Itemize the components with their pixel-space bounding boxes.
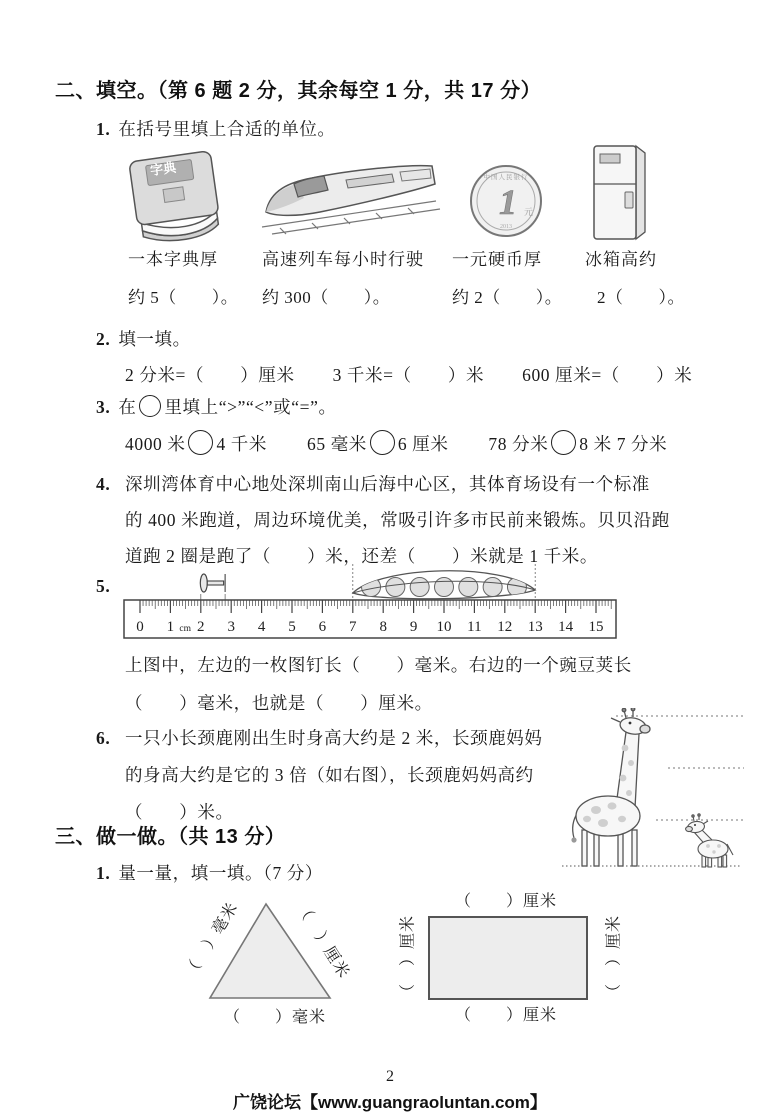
q1-caption-coin: 一元硬币厚 [452,250,542,269]
svg-text:2: 2 [197,619,205,635]
rectangle-right-label: （ ）厘米 [605,915,623,1001]
coin-unit: 元 [524,207,534,217]
q3-item-2: 65 毫米 6 厘米 [307,430,448,456]
svg-text:6: 6 [318,619,327,635]
triangle-left-label: （ ）毫米 [182,899,242,981]
svg-text:5: 5 [288,619,296,635]
compare-circle [551,430,576,455]
q6-line-3: （ ）米。 [125,802,234,822]
q1-caption-dictionary: 一本字典厚 [128,250,218,269]
q3-number: 3. [96,397,111,417]
svg-text:15: 15 [588,619,604,635]
dictionary-icon [118,150,236,249]
section-do-header: 三、做一做。（共 13 分） [55,826,286,848]
compare-circle [188,430,213,455]
mother-giraffe [571,708,650,866]
dictionary-cover-label: 字典 [149,159,178,179]
footer-text: 广饶论坛【www.guangraoluntan.com】 [233,1093,547,1112]
q5-line-2: （ ）毫米，也就是（ ）厘米。 [125,693,433,713]
svg-text:11: 11 [467,619,482,635]
fridge-icon [588,142,650,251]
q3-prompt-prefix: 在 [118,397,137,417]
svg-text:7: 7 [349,619,357,635]
q3-item-3: 78 分米 8 米 7 分米 [488,430,667,456]
q6-number-wrap [96,720,118,756]
svg-text:1: 1 [166,619,175,635]
do-q1-number: 1. [96,863,111,883]
q1-caption-fridge: 冰箱高约 [585,250,657,269]
train-icon [260,156,442,243]
svg-text:cm: cm [179,624,192,634]
svg-text:10: 10 [436,619,452,635]
do-q1-prompt: 量一量，填一填。（7 分） [118,863,324,883]
q3-items [125,430,667,456]
q4-number-wrap [96,466,118,502]
coin-top-text: 中国人民银行 [483,174,529,181]
q3-prompt-suffix: 里填上“>”“<”或“=”。 [164,397,337,417]
q4-number: 4. [96,474,111,494]
q5-line-1: 上图中，左边的一枚图钉长（ ）毫米。右边的一个豌豆荚长 [125,655,632,675]
q2-prompt: 填一填。 [118,329,191,349]
q2-item-3: 600 厘米=（ ）米 [522,365,693,385]
thumbtack [200,574,225,600]
svg-text:3: 3 [227,619,235,635]
coin-digit: 1 [499,182,517,222]
coin-bottom-text: 2013 [500,224,512,230]
q1-prompt: 在括号里填上合适的单位。 [118,119,336,139]
svg-text:8: 8 [379,619,387,635]
q1-blank-fridge: 2（ ）。 [597,288,685,307]
baby-giraffe [686,814,733,867]
svg-text:13: 13 [527,619,543,635]
section-fill-header: 二、填空。（第 6 题 2 分，其余每空 1 分，共 17 分） [55,80,542,102]
rectangle-top-label: （ ）厘米 [454,893,557,910]
q4-line-1: 深圳湾体育中心地处深圳南山后海中心区，其体育场设有一个标准 [125,474,650,494]
svg-text:0: 0 [136,619,144,635]
q5-number: 5. [96,576,111,596]
q4-line-3: 道跑 2 圈是跑了（ ）米，还差（ ）米就是 1 千米。 [125,546,598,566]
triangle-bottom-label: （ ）毫米 [223,1009,326,1026]
q3-line [96,394,337,419]
q1-blank-coin: 约 2（ ）。 [452,288,563,307]
q6-line-1: 一只小长颈鹿刚出生时身高大约是 2 米，长颈鹿妈妈 [125,728,543,748]
q2-item-1: 2 分米=（ ）厘米 [125,365,295,385]
compare-circle [370,430,395,455]
q6-paragraph [125,720,543,831]
q1-caption-train: 高速列车每小时行驶 [262,250,424,269]
q2-number: 2. [96,329,111,349]
q2-line [96,326,191,351]
svg-text:4: 4 [257,619,266,635]
ruler-figure [122,562,620,647]
q4-line-2: 的 400 米跑道，周边环境优美，常吸引许多市民前来锻炼。贝贝沿跑 [125,510,670,530]
q2-items [125,362,692,387]
giraffe-figure [556,708,748,883]
do-q1-line [96,860,323,885]
q1-line [96,116,336,141]
q1-blank-train: 约 300（ ）。 [262,288,391,307]
q3-item-1: 4000 米 4 千米 [125,430,267,456]
rectangle-shape [428,916,588,1000]
q6-number: 6. [96,728,111,748]
svg-text:14: 14 [558,619,574,635]
rectangle-left-label: （ ）厘米 [399,915,417,1001]
q1-number: 1. [96,119,111,139]
coin-icon [464,162,550,247]
rectangle-bottom-label: （ ）厘米 [454,1007,557,1024]
q2-item-2: 3 千米=（ ）米 [332,365,485,385]
compare-circle-example [139,395,161,417]
q6-line-2: 的身高大约是它的 3 倍（如右图），长颈鹿妈妈高约 [125,765,534,785]
q4-paragraph [125,466,670,574]
pea-pod [353,564,535,600]
svg-text:12: 12 [497,619,513,635]
q5-number-wrap [96,568,118,604]
page-number: 2 [386,1068,394,1085]
q1-blank-dictionary: 约 5（ ）。 [128,288,239,307]
triangle-right-label: （ ）厘米 [292,900,353,982]
svg-text:9: 9 [409,619,418,635]
